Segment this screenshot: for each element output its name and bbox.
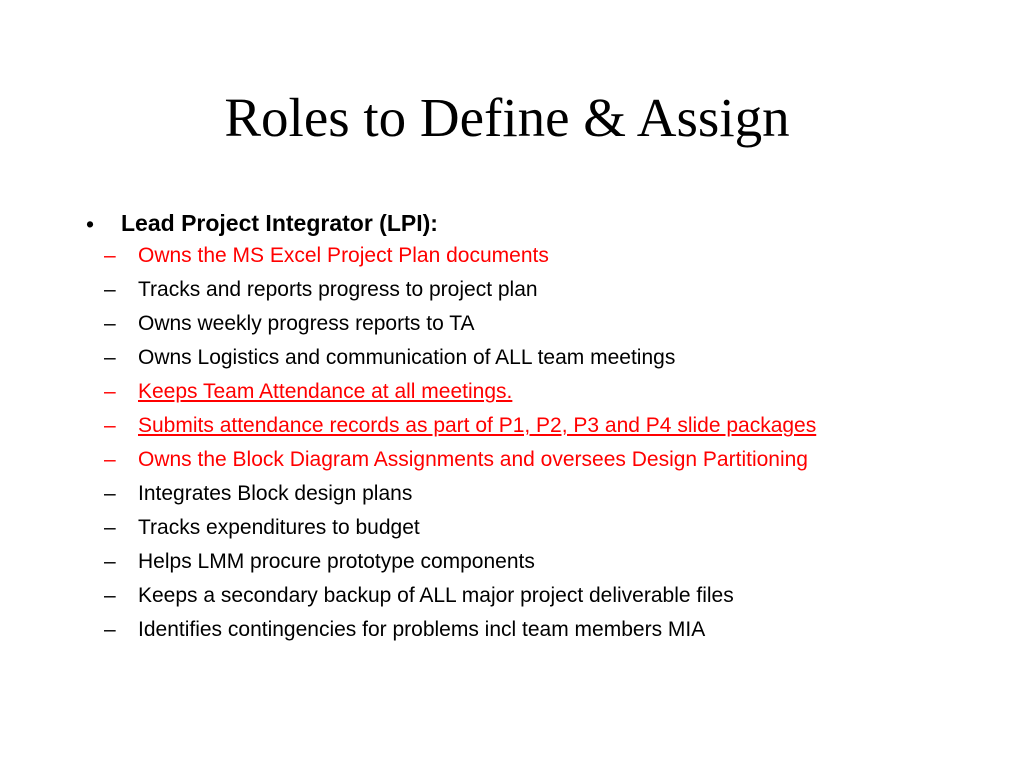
- sub-bullet-item: [0, 310, 978, 337]
- sub-bullet-item: [0, 412, 978, 439]
- sub-bullet-text: Keeps a secondary backup of ALL major project deliverable files: [138, 584, 734, 607]
- sub-bullet-text: Identifies contingencies for problems incl team members MIA: [138, 618, 706, 641]
- bullet-marker: •: [86, 211, 95, 237]
- sub-bullet-text: Owns the Block Diagram Assignments and oversees Design Partitioning: [138, 448, 808, 471]
- sub-bullet-item: [0, 276, 978, 303]
- sub-bullet-text: Tracks and reports progress to project plan: [138, 278, 538, 301]
- sub-bullet-text: Keeps Team Attendance at all meetings.: [138, 380, 513, 403]
- sub-bullet-marker: –: [104, 278, 116, 301]
- sub-bullet-marker: –: [104, 550, 116, 573]
- sub-bullet-text: Helps LMM procure prototype components: [138, 550, 535, 573]
- sub-bullet-marker: –: [104, 482, 116, 505]
- sub-bullet-marker: –: [104, 346, 116, 369]
- sub-bullet-item: [0, 378, 978, 405]
- sub-bullet-marker: –: [104, 618, 116, 641]
- slide-title: Roles to Define & Assign: [224, 87, 790, 148]
- sub-bullet-text: Owns weekly progress reports to TA: [138, 312, 475, 335]
- sub-bullet-text: Owns the MS Excel Project Plan documents: [138, 244, 549, 267]
- sub-bullet-item: [0, 242, 978, 269]
- sub-bullet-list: [0, 242, 1024, 643]
- bullet-label: Lead Project Integrator (LPI):: [121, 210, 438, 236]
- sub-bullet-text: Integrates Block design plans: [138, 482, 413, 505]
- sub-bullet-marker: –: [104, 312, 116, 335]
- sub-bullet-item: [0, 616, 978, 643]
- sub-bullet-marker: –: [104, 414, 116, 437]
- sub-bullet-marker: –: [104, 380, 116, 403]
- sub-bullet-item: [0, 480, 978, 507]
- sub-bullet-marker: –: [104, 448, 116, 471]
- sub-bullet-text: Tracks expenditures to budget: [138, 516, 420, 539]
- sub-bullet-marker: –: [104, 516, 116, 539]
- sub-bullet-item: [0, 344, 978, 371]
- sub-bullet-item: [0, 582, 978, 609]
- sub-bullet-item: [0, 446, 978, 473]
- sub-bullet-item: [0, 514, 978, 541]
- sub-bullet-marker: –: [104, 244, 116, 267]
- sub-bullet-item: [0, 548, 978, 575]
- sub-bullet-text: Submits attendance records as part of P1, P2, P3 and P4 slide packages: [138, 414, 817, 437]
- sub-bullet-text: Owns Logistics and communication of ALL team meetings: [138, 346, 676, 369]
- sub-bullet-marker: –: [104, 584, 116, 607]
- bullet-item: [0, 205, 1024, 242]
- slide-body: [0, 205, 1024, 650]
